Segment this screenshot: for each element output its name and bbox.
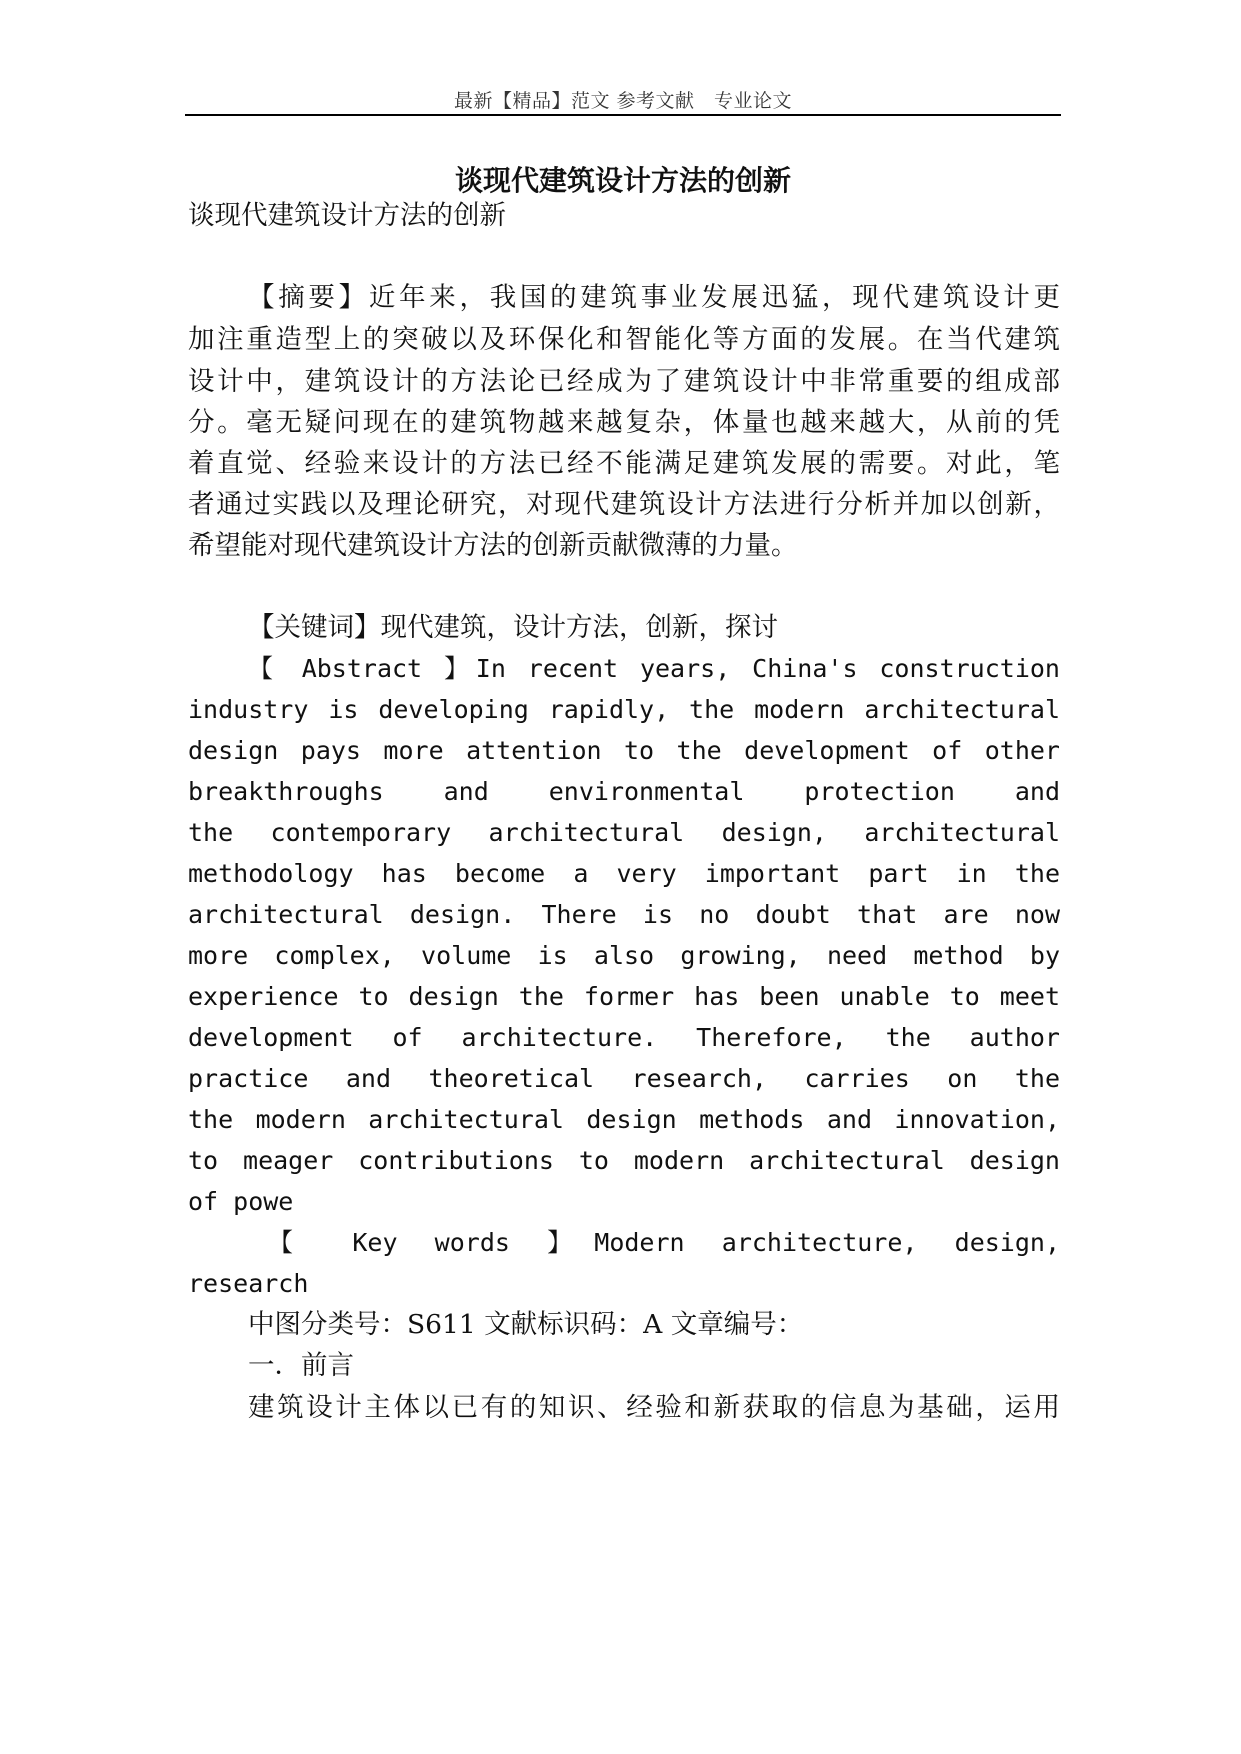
abstract-cn-line: 分。毫无疑问现在的建筑物越来越复杂，体量也越来越大，从前的凭 [188,407,1060,438]
running-header: 最新【精品】范文 参考文献 专业论文 [453,90,793,112]
header-rule [185,114,1061,116]
abstract-en-line: methodology has become a very important part in the [188,859,1060,888]
abstract-en-line: experience to design the former has been unable to meet [188,982,1060,1011]
abstract-en-line: design pays more attention to the development of other [188,736,1060,765]
abstract-en-line: of powe [188,1187,294,1216]
document-title: 谈现代建筑设计方法的创新 [454,164,791,197]
keywords-en-continued: research [188,1269,309,1298]
abstract-en-line: breakthroughs and environmental protection and [188,777,1060,806]
abstract-cn-line: 加注重造型上的突破以及环保化和智能化等方面的发展。在当代建筑 [188,324,1060,355]
abstract-en-line: practice and theoretical research, carries on the [188,1064,1060,1093]
abstract-cn-line: 【摘要】近年来，我国的建筑事业发展迅猛，现代建筑设计更 [248,282,1060,313]
abstract-cn-line: 设计中，建筑设计的方法论已经成为了建筑设计中非常重要的组成部 [188,366,1060,397]
abstract-en-line: industry is developing rapidly, the modern architectural [188,695,1060,724]
keywords-en: 【 Key words 】Modern architecture, design, [268,1228,1060,1257]
body-paragraph-line: 建筑设计主体以已有的知识、经验和新获取的信息为基础，运用 [248,1392,1060,1423]
section-heading: 一．前言 [248,1350,354,1381]
abstract-en-line: the contemporary architectural design, architectural [188,818,1060,847]
abstract-cn-line: 着直觉、经验来设计的方法已经不能满足建筑发展的需要。对此，笔 [188,448,1060,479]
abstract-cn-line: 希望能对现代建筑设计方法的创新贡献微薄的力量。 [188,530,798,561]
abstract-en-line: 【 Abstract 】In recent years, China's construction [248,654,1060,683]
classification-line: 中图分类号：S611 文献标识码：A 文章编号： [248,1309,804,1340]
abstract-en-line: to meager contributions to modern architectural design [188,1146,1060,1175]
document-subtitle: 谈现代建筑设计方法的创新 [188,200,506,231]
abstract-en-line: development of architecture. Therefore, the author [188,1023,1060,1052]
abstract-en-line: architectural design. There is no doubt that are now [188,900,1060,929]
abstract-en-line: more complex, volume is also growing, need method by [188,941,1060,970]
keywords-cn: 【关键词】现代建筑，设计方法，创新，探讨 [248,612,778,643]
abstract-en-line: the modern architectural design methods and innovation, [188,1105,1060,1134]
abstract-cn-line: 者通过实践以及理论研究，对现代建筑设计方法进行分析并加以创新， [188,489,1060,520]
